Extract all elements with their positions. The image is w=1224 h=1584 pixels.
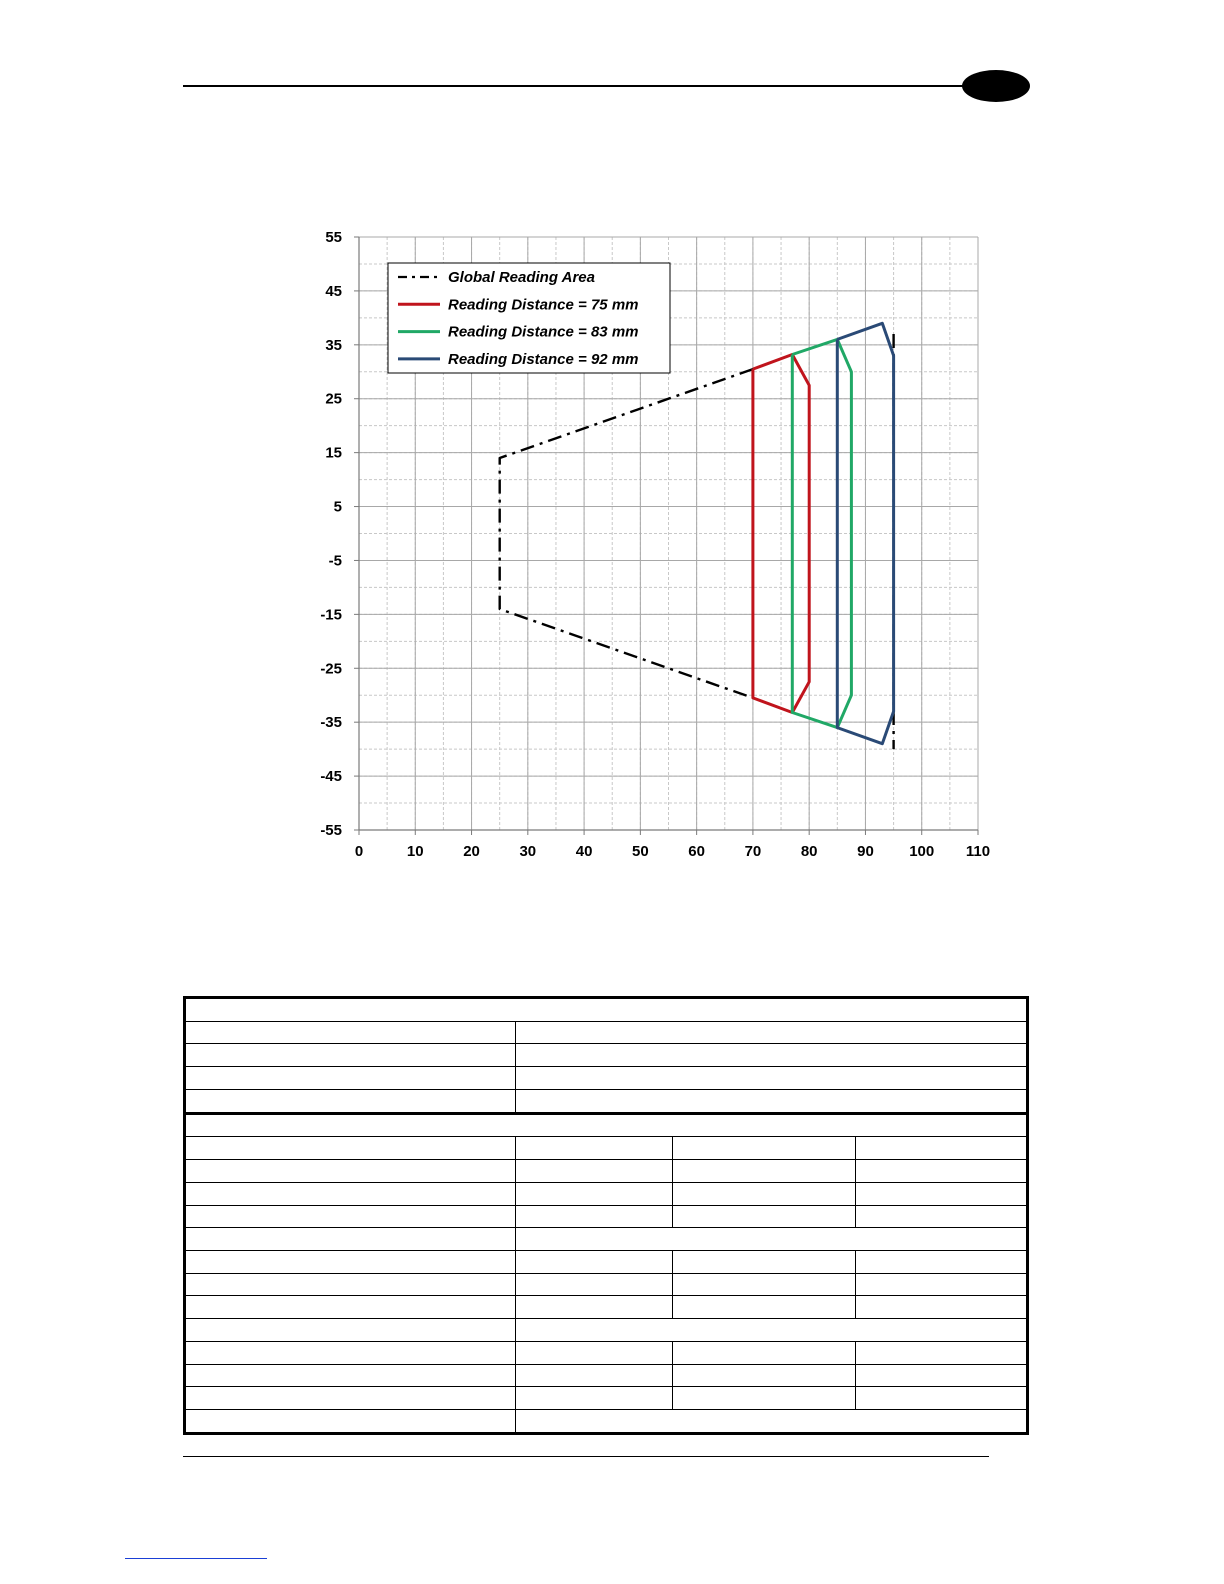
table-cell (856, 1137, 1028, 1160)
table-cell (856, 1182, 1028, 1205)
x-tick-label: 70 (744, 843, 762, 860)
x-tick-label: 10 (406, 843, 424, 860)
x-tick-label: 80 (800, 843, 818, 860)
x-tick-label: 30 (519, 843, 537, 860)
table-cell (516, 1021, 1028, 1044)
table-cell (856, 1160, 1028, 1183)
table-cell (516, 1089, 1028, 1113)
table-cell (672, 1182, 856, 1205)
table-cell (185, 1113, 1028, 1137)
table-cell (516, 1296, 673, 1319)
y-tick-label: -25 (320, 660, 342, 678)
table-row (185, 1021, 1028, 1044)
table-cell (185, 1182, 516, 1205)
chapter-badge (962, 70, 1030, 102)
y-tick-label: 55 (325, 229, 342, 246)
table-cell (856, 1273, 1028, 1296)
table-cell (516, 1044, 1028, 1067)
table-cell (856, 1364, 1028, 1387)
table-cell (185, 1319, 516, 1342)
table-row (185, 1251, 1028, 1274)
x-tick-label: 60 (688, 843, 705, 860)
table-cell (516, 1364, 673, 1387)
legend-label: Reading Distance = 75 mm (448, 296, 639, 314)
table-row (185, 1273, 1028, 1296)
table-cell (856, 1205, 1028, 1228)
table-cell (516, 1067, 1028, 1090)
table-cell (516, 1251, 673, 1274)
table-row (185, 1341, 1028, 1364)
x-tick-label: 90 (857, 843, 874, 860)
y-tick-label: -15 (320, 606, 342, 624)
table-row (185, 1228, 1028, 1251)
legend-label: Reading Distance = 92 mm (448, 350, 639, 368)
x-tick-label: 20 (463, 843, 480, 860)
table-cell (856, 1341, 1028, 1364)
table-row (185, 1296, 1028, 1319)
table-cell (672, 1251, 856, 1274)
x-tick-label: 0 (354, 843, 364, 860)
table-cell (185, 1044, 516, 1067)
table-row (185, 1089, 1028, 1113)
table-cell (672, 1364, 856, 1387)
reading-area-chart (300, 220, 1000, 880)
table-cell (672, 1160, 856, 1183)
table-cell (185, 1160, 516, 1183)
header-rule (183, 85, 963, 87)
table-cell (185, 1205, 516, 1228)
table-cell (516, 1182, 673, 1205)
table-cell (516, 1160, 673, 1183)
table-cell (516, 1228, 1028, 1251)
table-cell (516, 1273, 673, 1296)
table-cell (516, 1341, 673, 1364)
table-cell (185, 1137, 516, 1160)
table-cell (516, 1387, 673, 1410)
table-row (185, 1319, 1028, 1342)
x-tick-label: 110 (965, 843, 991, 860)
table-cell (185, 1387, 516, 1410)
table-cell (516, 1319, 1028, 1342)
specification-table (183, 996, 1029, 1435)
table-row (185, 1182, 1028, 1205)
table-cell (185, 1089, 516, 1113)
footer-link-underline (125, 1558, 267, 1559)
table-cell (185, 1341, 516, 1364)
table-row (185, 1160, 1028, 1183)
table-row (185, 1044, 1028, 1067)
legend-label: Global Reading Area (448, 269, 595, 286)
table-cell (856, 1296, 1028, 1319)
table-row (185, 1364, 1028, 1387)
footer-rule (183, 1456, 989, 1457)
table-cell (856, 1251, 1028, 1274)
table-cell (672, 1387, 856, 1410)
y-tick-label: -45 (320, 768, 342, 786)
table-cell (185, 1410, 516, 1434)
table-row (185, 1113, 1028, 1137)
table-row (185, 998, 1028, 1022)
table-cell (516, 1410, 1028, 1434)
y-tick-label: 15 (325, 444, 342, 462)
table-cell (185, 1273, 516, 1296)
table-cell (185, 1364, 516, 1387)
y-tick-label: -5 (328, 552, 342, 570)
table-cell (185, 1067, 516, 1090)
x-tick-label: 40 (575, 843, 593, 860)
table-cell (672, 1296, 856, 1319)
table-row (185, 1387, 1028, 1410)
y-tick-label: -55 (320, 822, 342, 839)
table-cell (185, 1021, 516, 1044)
y-tick-label: -35 (320, 714, 342, 732)
table-cell (672, 1273, 856, 1296)
y-tick-label: 45 (325, 282, 342, 300)
table-cell (672, 1205, 856, 1228)
x-tick-label: 100 (909, 843, 935, 860)
table-cell (185, 998, 1028, 1022)
table-cell (672, 1137, 856, 1160)
table-cell (516, 1205, 673, 1228)
table-row (185, 1410, 1028, 1434)
table-row (185, 1067, 1028, 1090)
y-tick-label: 35 (325, 336, 342, 354)
table-cell (185, 1296, 516, 1319)
legend-label: Reading Distance = 83 mm (448, 323, 639, 341)
table-cell (856, 1387, 1028, 1410)
x-tick-label: 50 (632, 843, 649, 860)
table-cell (516, 1137, 673, 1160)
table-cell (672, 1341, 856, 1364)
y-tick-label: 25 (325, 390, 342, 408)
table-cell (185, 1251, 516, 1274)
y-tick-label: 5 (333, 498, 342, 516)
table-cell (185, 1228, 516, 1251)
table-row (185, 1205, 1028, 1228)
table-row (185, 1137, 1028, 1160)
